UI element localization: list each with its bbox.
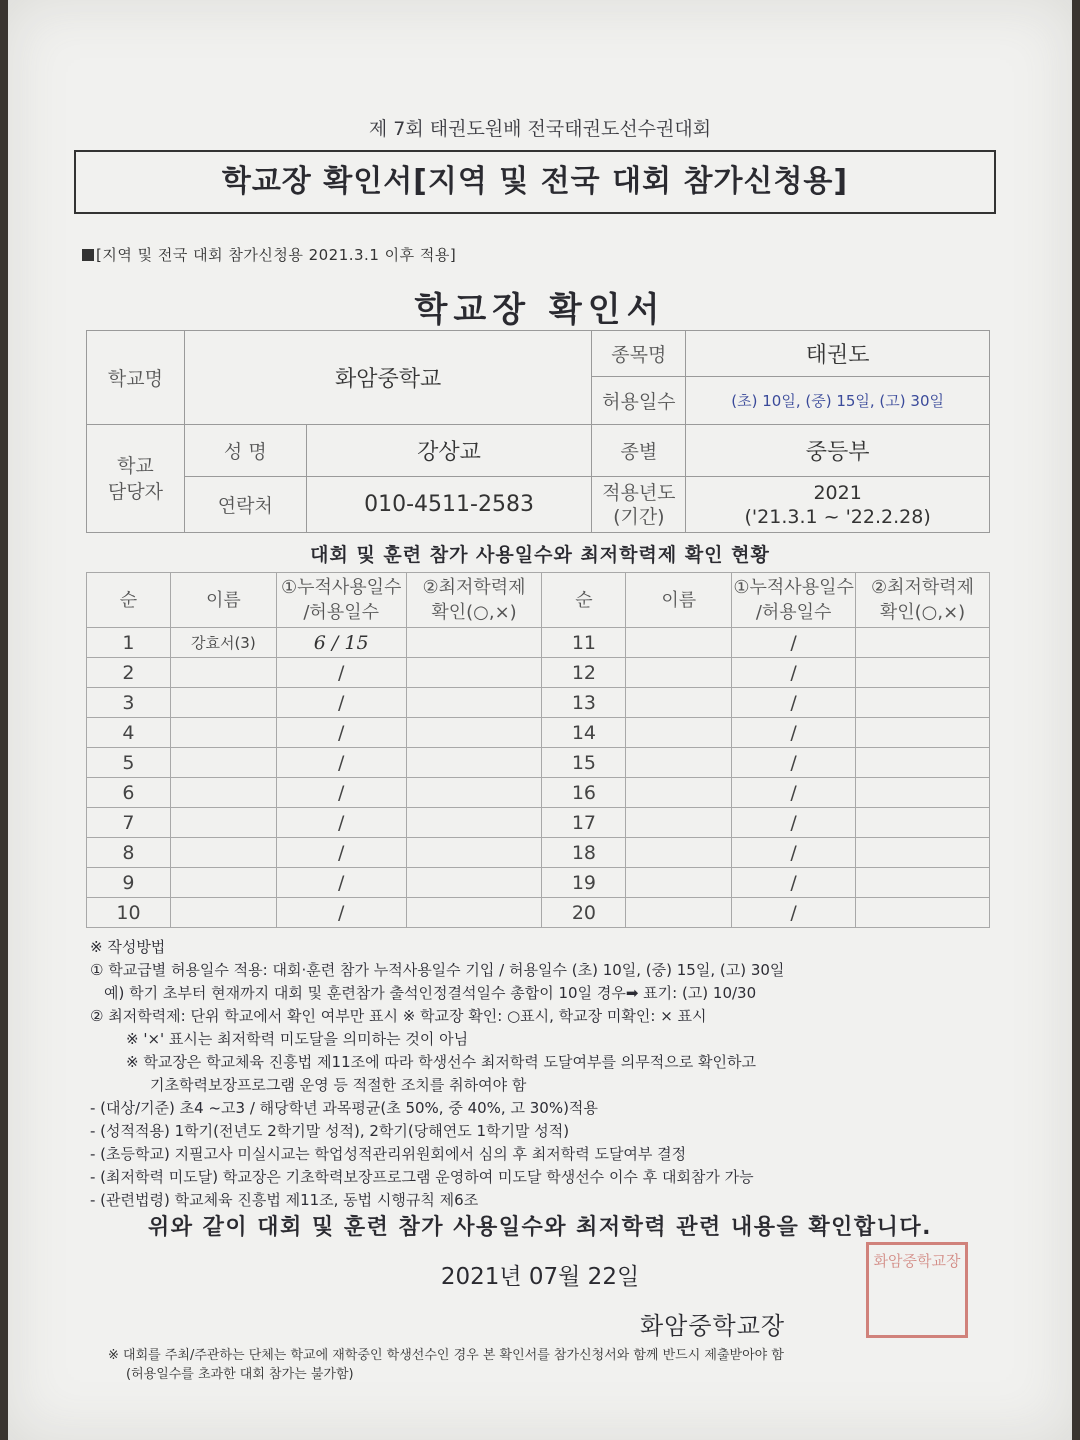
cell-name xyxy=(626,658,732,688)
note-line: - (초등학교) 지필고사 미실시교는 학업성적관리위원회에서 심의 후 최저학력 도달여부 결정 xyxy=(90,1145,687,1163)
cell-no: 9 xyxy=(87,868,171,898)
col-check-header: ②최저학력제 확인(○,×) xyxy=(856,573,990,628)
cell-days: / xyxy=(732,658,856,688)
col-days-header: ①누적사용일수 /허용일수 xyxy=(732,573,856,628)
table-row xyxy=(87,898,990,928)
contact-label: 연락처 xyxy=(184,477,306,533)
apply-year-cell xyxy=(686,477,990,533)
cell-no: 1 xyxy=(87,628,171,658)
issue-date: 2021년 07월 22일 xyxy=(440,1264,640,1290)
division-label: 종별 xyxy=(592,425,686,477)
cell-check xyxy=(856,748,990,778)
athlete-table xyxy=(86,572,990,928)
document-page xyxy=(8,0,1072,1440)
contact-value: 010-4511-2583 xyxy=(306,477,592,533)
cell-check xyxy=(406,628,542,658)
table-header-row xyxy=(87,573,990,628)
cell-days: 6 / 15 xyxy=(276,628,406,658)
table-row xyxy=(87,628,990,658)
table-row xyxy=(87,658,990,688)
cell-no: 2 xyxy=(87,658,171,688)
cell-days: / xyxy=(276,838,406,868)
cell-name xyxy=(626,838,732,868)
principal-signature: 화암중학교장 xyxy=(640,1312,786,1340)
sport-value: 태권도 xyxy=(686,331,990,377)
note-line: - (최저학력 미도달) 학교장은 기초학력보장프로그램 운영하여 미도달 학생선수 이수 후 대회참가 가능 xyxy=(90,1168,754,1186)
note-line: - (성적적용) 1학기(전년도 2학기말 성적), 2학기(당해연도 1학기말 성적) xyxy=(90,1122,570,1140)
note-line: - (대상/기준) 초4 ~고3 / 해당학년 과목평균(초 50%, 중 40%, 고 30%)적용 xyxy=(90,1099,598,1117)
cell-days: / xyxy=(732,748,856,778)
note-line: 기초학력보장프로그램 운영 등 적절한 조치를 취하여야 함 xyxy=(150,1076,527,1094)
instructions xyxy=(90,936,990,1212)
cell-check xyxy=(406,808,542,838)
cell-days: / xyxy=(276,658,406,688)
cell-no: 20 xyxy=(542,898,626,928)
main-title: 학교장 확인서 xyxy=(414,290,666,330)
cell-name xyxy=(626,778,732,808)
cell-name xyxy=(170,748,276,778)
cell-name xyxy=(626,718,732,748)
cell-no: 12 xyxy=(542,658,626,688)
square-bullet-icon xyxy=(82,249,94,261)
sport-label: 종목명 xyxy=(592,331,686,377)
cell-check xyxy=(406,778,542,808)
cell-check xyxy=(856,778,990,808)
confirmation-statement: 위와 같이 대회 및 훈련 참가 사용일수와 최저학력 관련 내용을 확인합니다. xyxy=(147,1215,932,1240)
apply-year-value: 2021 xyxy=(813,481,862,504)
note-line: ※ 학교장은 학교체육 진흥법 제11조에 따라 학생선수 최저학력 도달여부를 의무적으로 확인하고 xyxy=(126,1053,756,1071)
cell-days: / xyxy=(732,808,856,838)
cell-no: 14 xyxy=(542,718,626,748)
cell-check xyxy=(406,658,542,688)
note-line: ※ 작성방법 xyxy=(90,938,166,956)
col-no-header: 순 xyxy=(542,573,626,628)
cell-days: / xyxy=(276,778,406,808)
cell-days: / xyxy=(276,898,406,928)
cell-days: / xyxy=(732,838,856,868)
note-line: ※ '×' 표시는 최저학력 미도달을 의미하는 것이 아님 xyxy=(126,1030,469,1048)
cell-no: 11 xyxy=(542,628,626,658)
applicability-notice xyxy=(82,244,456,265)
cell-name xyxy=(170,688,276,718)
col-name-header: 이름 xyxy=(626,573,732,628)
note-line: ② 최저학력제: 단위 학교에서 확인 여부만 표시 ※ 학교장 확인: ○표시, 학교장 미확인: × 표시 xyxy=(90,1007,707,1025)
apply-year-label: 적용년도 (기간) xyxy=(592,477,686,533)
cell-no: 7 xyxy=(87,808,171,838)
note-line: 예) 학기 초부터 현재까지 대회 및 훈련참가 출석인정결석일수 총합이 10일 경우➡ 표기: (고) 10/30 xyxy=(104,984,757,1002)
manager-name-value: 강상교 xyxy=(306,425,592,477)
footer-line: ※ 대회를 주최/주관하는 단체는 학교에 재학중인 학생선수인 경우 본 확인서를 참가신청서와 함께 반드시 제출받아야 함 xyxy=(108,1348,784,1363)
cell-check xyxy=(856,718,990,748)
cell-check xyxy=(856,838,990,868)
cell-days: / xyxy=(732,868,856,898)
cell-check xyxy=(856,808,990,838)
footer-line: (허용일수를 초과한 대회 참가는 불가함) xyxy=(126,1367,354,1382)
cell-check xyxy=(856,658,990,688)
cell-no: 6 xyxy=(87,778,171,808)
cell-name xyxy=(170,778,276,808)
cell-name xyxy=(626,898,732,928)
allowed-days-label: 허용일수 xyxy=(592,377,686,425)
cell-no: 17 xyxy=(542,808,626,838)
cell-name xyxy=(626,688,732,718)
cell-days: / xyxy=(276,748,406,778)
note-line: ① 학교급별 허용일수 적용: 대회·훈련 참가 누적사용일수 기입 / 허용일수 (초) 10일, (중) 15일, (고) 30일 xyxy=(90,961,785,979)
cell-name xyxy=(170,808,276,838)
cell-name xyxy=(626,748,732,778)
table-row xyxy=(87,718,990,748)
cell-name xyxy=(170,658,276,688)
cell-days: / xyxy=(276,718,406,748)
cell-no: 15 xyxy=(542,748,626,778)
official-seal-icon xyxy=(866,1242,968,1338)
table-row xyxy=(87,748,990,778)
cell-no: 18 xyxy=(542,838,626,868)
cell-days: / xyxy=(276,688,406,718)
division-value: 중등부 xyxy=(686,425,990,477)
cell-name xyxy=(626,628,732,658)
cell-no: 5 xyxy=(87,748,171,778)
school-name-value: 화암중학교 xyxy=(184,331,592,425)
cell-no: 4 xyxy=(87,718,171,748)
table-row xyxy=(87,778,990,808)
cell-no: 19 xyxy=(542,868,626,898)
cell-check xyxy=(406,718,542,748)
event-title: 제 7회 태권도원배 전국태권도선수권대회 xyxy=(368,118,712,140)
cell-days: / xyxy=(732,898,856,928)
cell-check xyxy=(406,688,542,718)
cell-check xyxy=(856,868,990,898)
cell-days: / xyxy=(732,628,856,658)
notice-text: [지역 및 전국 대회 참가신청용 2021.3.1 이후 적용] xyxy=(96,246,457,264)
section-title: 대회 및 훈련 참가 사용일수와 최저학력제 확인 현황 xyxy=(310,544,770,566)
table-row xyxy=(87,868,990,898)
col-no-header: 순 xyxy=(87,573,171,628)
cell-name xyxy=(170,718,276,748)
table-row xyxy=(87,688,990,718)
cell-check xyxy=(406,868,542,898)
cell-name xyxy=(170,868,276,898)
apply-period-value: ('21.3.1 ~ '22.2.28) xyxy=(744,505,931,528)
allowed-days-value: (초) 10일, (중) 15일, (고) 30일 xyxy=(686,377,990,425)
cell-check xyxy=(406,898,542,928)
cell-check xyxy=(856,688,990,718)
cell-no: 10 xyxy=(87,898,171,928)
footer-note xyxy=(108,1346,988,1384)
school-name-label: 학교명 xyxy=(87,331,185,425)
cell-check xyxy=(856,898,990,928)
document-title: 학교장 확인서[지역 및 전국 대회 참가신청용] xyxy=(74,150,996,214)
cell-name xyxy=(626,808,732,838)
table-row xyxy=(87,808,990,838)
cell-check xyxy=(406,748,542,778)
cell-days: / xyxy=(732,718,856,748)
cell-name xyxy=(626,868,732,898)
cell-name: 강효서(3) xyxy=(170,628,276,658)
manager-name-label: 성 명 xyxy=(184,425,306,477)
cell-days: / xyxy=(276,868,406,898)
cell-no: 13 xyxy=(542,688,626,718)
cell-check xyxy=(856,628,990,658)
school-info-table xyxy=(86,330,990,533)
col-check-header: ②최저학력제 확인(○,×) xyxy=(406,573,542,628)
school-manager-label: 학교 담당자 xyxy=(87,425,185,533)
col-days-header: ①누적사용일수 /허용일수 xyxy=(276,573,406,628)
cell-no: 16 xyxy=(542,778,626,808)
note-line: - (관련법령) 학교체육 진흥법 제11조, 동법 시행규칙 제6조 xyxy=(90,1191,479,1209)
seal-text: 화암중학교장 xyxy=(873,1252,961,1270)
cell-no: 8 xyxy=(87,838,171,868)
cell-days: / xyxy=(276,808,406,838)
cell-name xyxy=(170,898,276,928)
cell-days: / xyxy=(732,688,856,718)
cell-days: / xyxy=(732,778,856,808)
cell-check xyxy=(406,838,542,868)
cell-no: 3 xyxy=(87,688,171,718)
col-name-header: 이름 xyxy=(170,573,276,628)
cell-name xyxy=(170,838,276,868)
table-row xyxy=(87,838,990,868)
